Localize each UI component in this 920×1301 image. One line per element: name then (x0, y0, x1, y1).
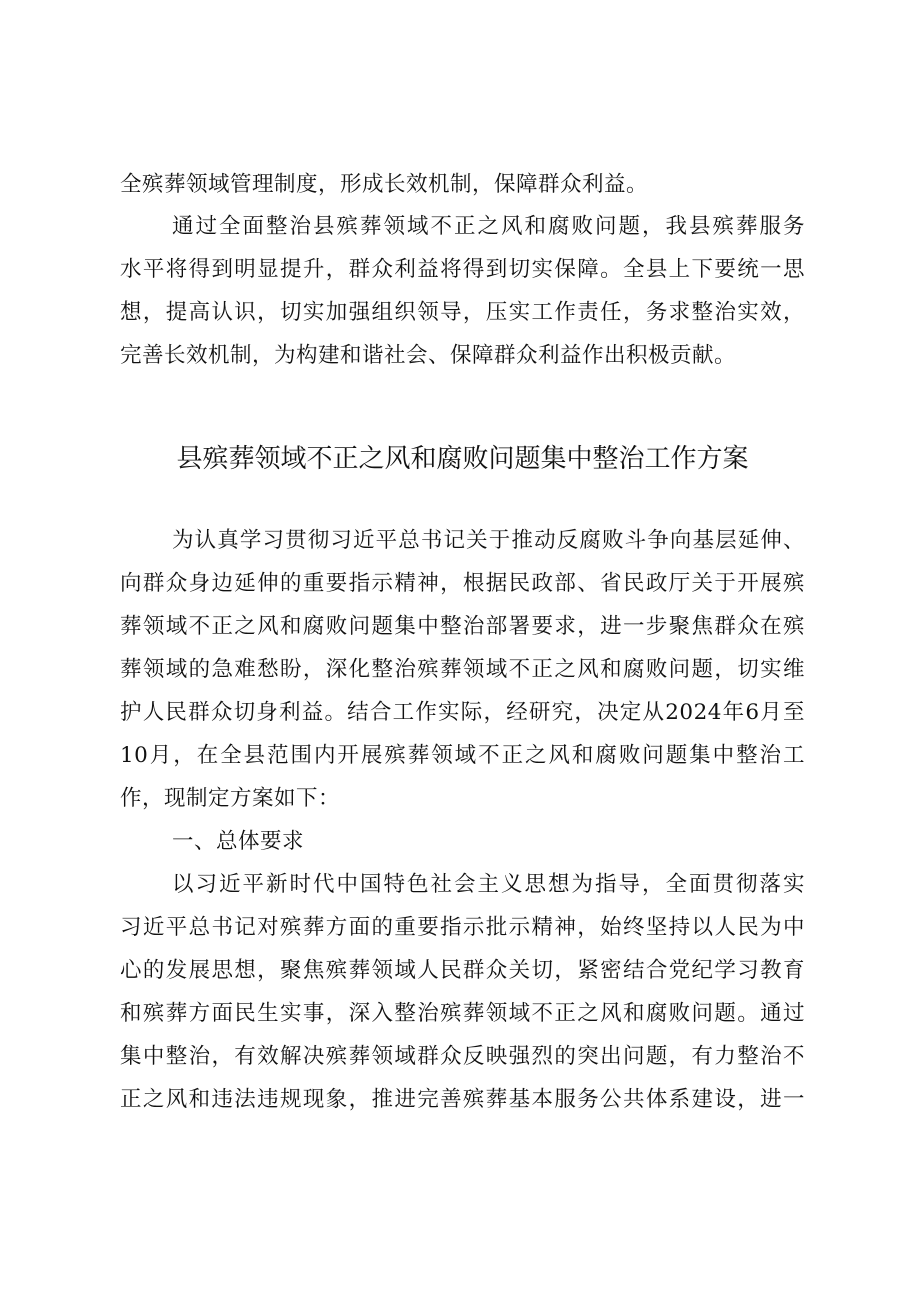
preamble-line-7: 作，现制定方案如下： (120, 786, 341, 811)
preamble-line-6: 10月，在全县范围内开展殡葬领域不正之风和腐败问题集中整治工 (120, 743, 805, 768)
intro-line-4: 想，提高认识，切实加强组织领导，压实工作责任，务求整治实效， (120, 300, 805, 325)
section1-line-3: 心的发展思想，聚焦殡葬领域人民群众关切，紧密结合党纪学习教育 (120, 958, 805, 983)
intro-line-3: 水平将得到明显提升，群众利益将得到切实保障。全县上下要统一思 (120, 257, 805, 282)
intro-line-2: 通过全面整治县殡葬领域不正之风和腐败问题，我县殡葬服务 (172, 214, 805, 239)
preamble-line-5: 护人民群众切身利益。结合工作实际，经研究，决定从2024年6月至 (120, 700, 805, 725)
section1-line-1: 以习近平新时代中国特色社会主义思想为指导，全面贯彻落实 (172, 872, 805, 897)
section-heading-general-requirements: 一、总体要求 (172, 829, 305, 854)
preamble-line-3: 葬领域不正之风和腐败问题集中整治部署要求，进一步聚焦群众在殡 (120, 614, 805, 639)
section1-line-2: 习近平总书记对殡葬方面的重要指示批示精神，始终坚持以人民为中 (120, 915, 805, 940)
intro-line-5: 完善长效机制，为构建和谐社会、保障群众利益作出积极贡献。 (120, 343, 737, 368)
section1-line-5: 集中整治，有效解决殡葬领域群众反映强烈的突出问题，有力整治不 (120, 1044, 805, 1069)
section1-line-6: 正之风和违法违规现象，推进完善殡葬基本服务公共体系建设，进一 (120, 1087, 805, 1112)
preamble-line-1: 为认真学习贯彻习近平总书记关于推动反腐败斗争向基层延伸、 (172, 528, 805, 553)
document-title: 县殡葬领域不正之风和腐败问题集中整治工作方案 (176, 444, 749, 474)
section1-line-4: 和殡葬方面民生实事，深入整治殡葬领域不正之风和腐败问题。通过 (120, 1001, 805, 1026)
preamble-line-4: 葬领域的急难愁盼，深化整治殡葬领域不正之风和腐败问题，切实维 (120, 657, 805, 682)
intro-line-1: 全殡葬领域管理制度，形成长效机制，保障群众利益。 (120, 172, 649, 197)
preamble-line-2: 向群众身边延伸的重要指示精神，根据民政部、省民政厅关于开展殡 (120, 571, 805, 596)
